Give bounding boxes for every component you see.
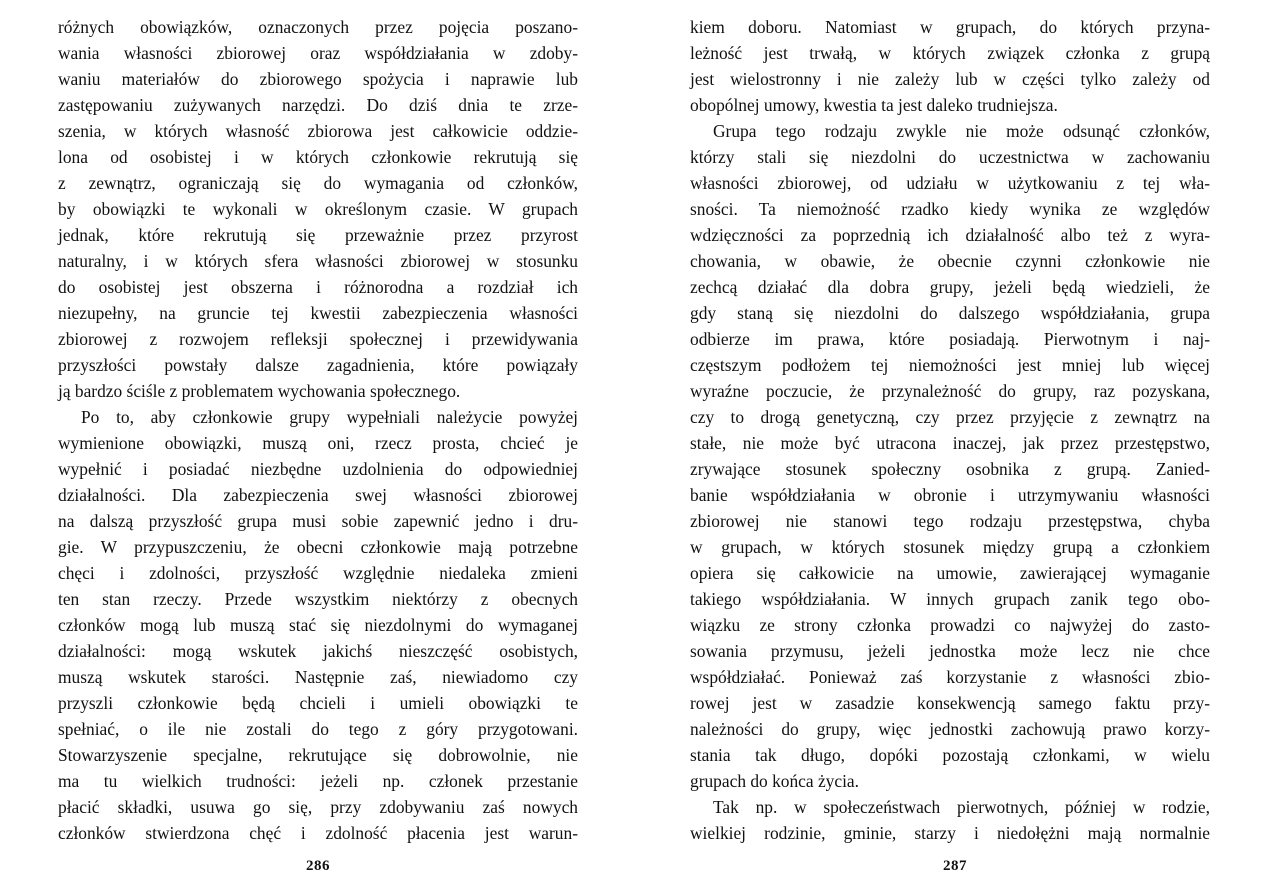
right-line-16: czy to drogą genetyczną, czy przez przyjęcie z zewnątrz na [690, 407, 1210, 427]
right-line-20: zbiorowej nie stanowi tego rodzaju przestępstwa, chyba [690, 511, 1210, 531]
right-line-15: wyraźne poczucie, że przynależność do grupy, raz pozyskana, [690, 381, 1210, 401]
left-page-number: 286 [306, 858, 330, 874]
left-line-20: na dalszą przyszłość grupa musi sobie zapewnić jedno i dru- [58, 511, 578, 531]
left-line-16: Po to, aby członkowie grupy wypełniali należycie powyżej [81, 407, 578, 427]
left-line-28: spełniać, o ile nie zostali do tego z góry przygotowani. [58, 719, 578, 739]
right-line-4: obopólnej umowy, kwestia ta jest daleko trudniejsza. [690, 95, 1058, 115]
right-line-11: zechcą działać dla dobra grupy, jeżeli będą wiedzieli, że [690, 277, 1210, 297]
right-line-26: współdziałać. Ponieważ zaś korzystanie z własności zbio- [690, 667, 1210, 687]
left-line-13: zbiorowej z rozwojem refleksji społecznej i przewidywania [58, 329, 578, 349]
left-line-9: jednak, które rekrutują się przeważnie przez przyrost [58, 225, 578, 245]
right-line-2: leżność jest trwałą, w których związek członka z grupą [690, 43, 1210, 63]
left-line-23: ten stan rzeczy. Przede wszystkim niektórzy z obecnych [58, 589, 578, 609]
right-line-17: stałe, nie może być utracona inaczej, jak przez przestępstwo, [690, 433, 1210, 453]
right-line-18: zrywające stosunek społeczny osobnika z grupą. Zanied- [690, 459, 1210, 479]
right-line-9: wdzięczności za poprzednią ich działalność albo też z wyra- [690, 225, 1210, 245]
left-line-24: członków mogą lub muszą stać się niezdolnymi do wymaganej [58, 615, 578, 635]
right-line-24: wiązku ze strony członka prowadzi co najwyżej do zasto- [690, 615, 1210, 635]
left-line-21: gie. W przypuszczeniu, że obecni członkowie mają potrzebne [58, 537, 578, 557]
left-line-17: wymienione obowiązki, muszą oni, rzecz prosta, chcieć je [58, 433, 578, 453]
left-line-32: członków stwierdzona chęć i zdolność płacenia jest warun- [58, 823, 578, 843]
right-line-27: rowej jest w zasadzie konsekwencją samego faktu przy- [690, 693, 1210, 713]
left-line-25: działalności: mogą wskutek jakichś nieszczęść osobistych, [58, 641, 578, 661]
left-line-1: różnych obowiązków, oznaczonych przez pojęcia poszano- [58, 17, 578, 37]
left-line-14: przyszłości powstały dalsze zagadnienia, które powiązały [58, 355, 578, 375]
left-line-6: lona od osobistej i w których członkowie rekrutują się [58, 147, 578, 167]
left-line-4: zastępowaniu zużywanych narzędzi. Do dziś dnia te zrze- [58, 95, 578, 115]
left-line-11: do osobistej jest obszerna i różnorodna a rozdział ich [58, 277, 578, 297]
right-line-12: gdy staną się niezdolni do dalszego współdziałania, grupa [690, 303, 1210, 323]
left-line-12: niezupełny, na gruncie tej kwestii zabezpieczenia własności [58, 303, 578, 323]
left-line-31: płacić składki, usuwa go się, przy zdobywaniu zaś nowych [58, 797, 578, 817]
left-line-30: ma tu wielkich trudności: jeżeli np. członek przestanie [58, 771, 578, 791]
right-line-7: własności zbiorowej, od udziału w użytkowaniu z tej wła- [690, 173, 1210, 193]
right-line-30: grupach do końca życia. [690, 771, 859, 791]
left-line-5: szenia, w których własność zbiorowa jest całkowicie oddzie- [58, 121, 578, 141]
right-page-number: 287 [943, 858, 967, 874]
right-line-3: jest wielostronny i nie zależy lub w części tylko zależy od [690, 69, 1210, 89]
left-line-2: wania własności zbiorowej oraz współdziałania w zdoby- [58, 43, 578, 63]
left-line-29: Stowarzyszenie specjalne, rekrutujące się dobrowolnie, nie [58, 745, 578, 765]
right-line-29: stania tak długo, dopóki pozostają członkami, w wielu [690, 745, 1210, 765]
left-page [58, 14, 578, 846]
left-line-10: naturalny, i w których sfera własności zbiorowej w stosunku [58, 251, 578, 271]
left-line-8: by obowiązki te wykonali w określonym czasie. W grupach [58, 199, 578, 219]
left-line-19: działalności. Dla zabezpieczenia swej własności zbiorowej [58, 485, 578, 505]
left-line-27: przyszli członkowie będą chcieli i umieli obowiązki te [58, 693, 578, 713]
right-line-23: takiego współdziałania. W innych grupach zanik tego obo- [690, 589, 1210, 609]
right-page [690, 14, 1210, 846]
left-line-3: waniu materiałów do zbiorowego spożycia i naprawie lub [58, 69, 578, 89]
right-line-22: opiera się całkowicie na umowie, zawierającej wymaganie [690, 563, 1210, 583]
right-line-6: którzy stali się niezdolni do uczestnictwa w zachowaniu [690, 147, 1210, 167]
right-line-32: wielkiej rodzinie, gminie, starzy i niedołężni mają normalnie [690, 823, 1210, 843]
right-line-21: w grupach, w których stosunek między grupą a członkiem [690, 537, 1210, 557]
left-line-7: z zewnątrz, ograniczają się do wymagania od członków, [58, 173, 578, 193]
right-line-31: Tak np. w społeczeństwach pierwotnych, później w rodzie, [713, 797, 1210, 817]
right-line-1: kiem doboru. Natomiast w grupach, do których przyna- [690, 17, 1210, 37]
right-line-5: Grupa tego rodzaju zwykle nie może odsunąć członków, [713, 121, 1210, 141]
right-line-10: chowania, w obawie, że obecnie czynni członkowie nie [690, 251, 1210, 271]
right-line-28: należności do grupy, więc jednostki zachowują prawo korzy- [690, 719, 1210, 739]
right-line-13: odbierze im prawa, które posiadają. Pierwotnym i naj- [690, 329, 1210, 349]
right-line-19: banie współdziałania w obronie i utrzymywaniu własności [690, 485, 1210, 505]
right-line-25: sowania przymusu, jeżeli jednostka może lecz nie chce [690, 641, 1210, 661]
right-line-8: sności. Ta niemożność rzadko kiedy wynika ze względów [690, 199, 1210, 219]
left-line-15: ją bardzo ściśle z problematem wychowania społecznego. [58, 381, 461, 401]
right-line-14: częstszym podłożem tej niemożności jest mniej lub więcej [690, 355, 1210, 375]
left-line-18: wypełnić i posiadać niezbędne uzdolnienia do odpowiedniej [58, 459, 578, 479]
left-line-26: muszą wskutek starości. Następnie zaś, niewiadomo czy [58, 667, 578, 687]
left-line-22: chęci i zdolności, przyszłość względnie niedaleka zmieni [58, 563, 578, 583]
